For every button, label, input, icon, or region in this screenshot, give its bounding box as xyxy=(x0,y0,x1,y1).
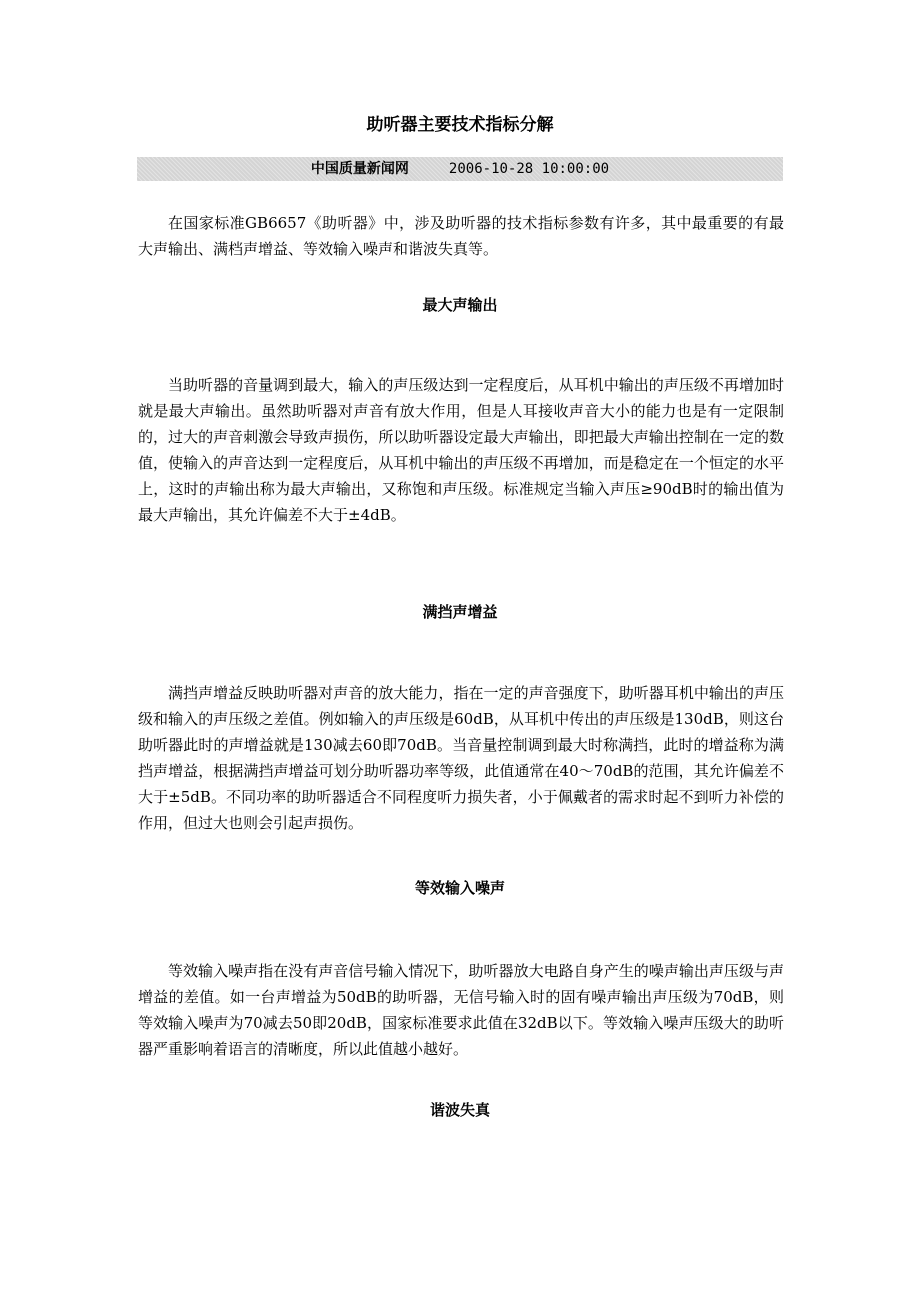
section-body-max-output: 当助听器的音量调到最大，输入的声压级达到一定程度后，从耳机中输出的声压级不再增加时就是最大声输出。虽然助听器对声音有放大作用，但是人耳接收声音大小的能力也是有一定限制的，过大的声音刺激会导致声损伤，所以助听器设定最大声输出，即把最大声输出控制在一定的数值，使输入的声音达到一定程度后，从耳机中输出的声压级不再增加，而是稳定在一个恒定的水平上，这时的声输出称为最大声输出，又称饱和声压级。标准规定当输入声压≥90dB时的输出值为最大声输出，其允许偏差不大于±4dB。 xyxy=(138,376,784,524)
section-body-input-noise: 等效输入噪声指在没有声音信号输入情况下，助听器放大电路自身产生的噪声输出声压级与声增益的差值。如一台声增益为50dB的助听器，无信号输入时的固有噪声输出声压级为70dB，则等效输入噪声为70减去50即20dB，国家标准要求此值在32dB以下。等效输入噪声压级大的助听器严重影响着语言的清晰度，所以此值越小越好。 xyxy=(138,962,784,1058)
intro-paragraph: 在国家标准GB6657《助听器》中，涉及助听器的技术指标参数有许多，其中最重要的有最大声输出、满档声增益、等效输入噪声和谐波失真等。 xyxy=(138,214,784,258)
section-heading-full-gain: 满挡声增益 xyxy=(422,603,498,621)
section-heading-max-output: 最大声输出 xyxy=(422,296,498,314)
news-source: 中国质量新闻网 xyxy=(310,161,409,177)
publish-date: 2006-10-28 10:00:00 xyxy=(448,161,610,177)
section-body-full-gain: 满挡声增益反映助听器对声音的放大能力，指在一定的声音强度下，助听器耳机中输出的声压级和输入的声压级之差值。例如输入的声压级是60dB，从耳机中传出的声压级是130dB，则这台助听器此时的声增益就是130减去60即70dB。当音量控制调到最大时称满挡，此时的增益称为满挡声增益，根据满挡声增益可划分助听器功率等级，此值通常在40～70dB的范围，其允许偏差不大于±5dB。不同功率的助听器适合不同程度听力损失者，小于佩戴者的需求时起不到听力补偿的作用，但过大也则会引起声损伤。 xyxy=(138,684,784,832)
section-heading-harmonic-distortion: 谐波失真 xyxy=(429,1101,490,1119)
document-title: 助听器主要技术指标分解 xyxy=(366,115,554,135)
meta-bar xyxy=(137,157,783,181)
section-heading-input-noise: 等效输入噪声 xyxy=(414,879,505,897)
